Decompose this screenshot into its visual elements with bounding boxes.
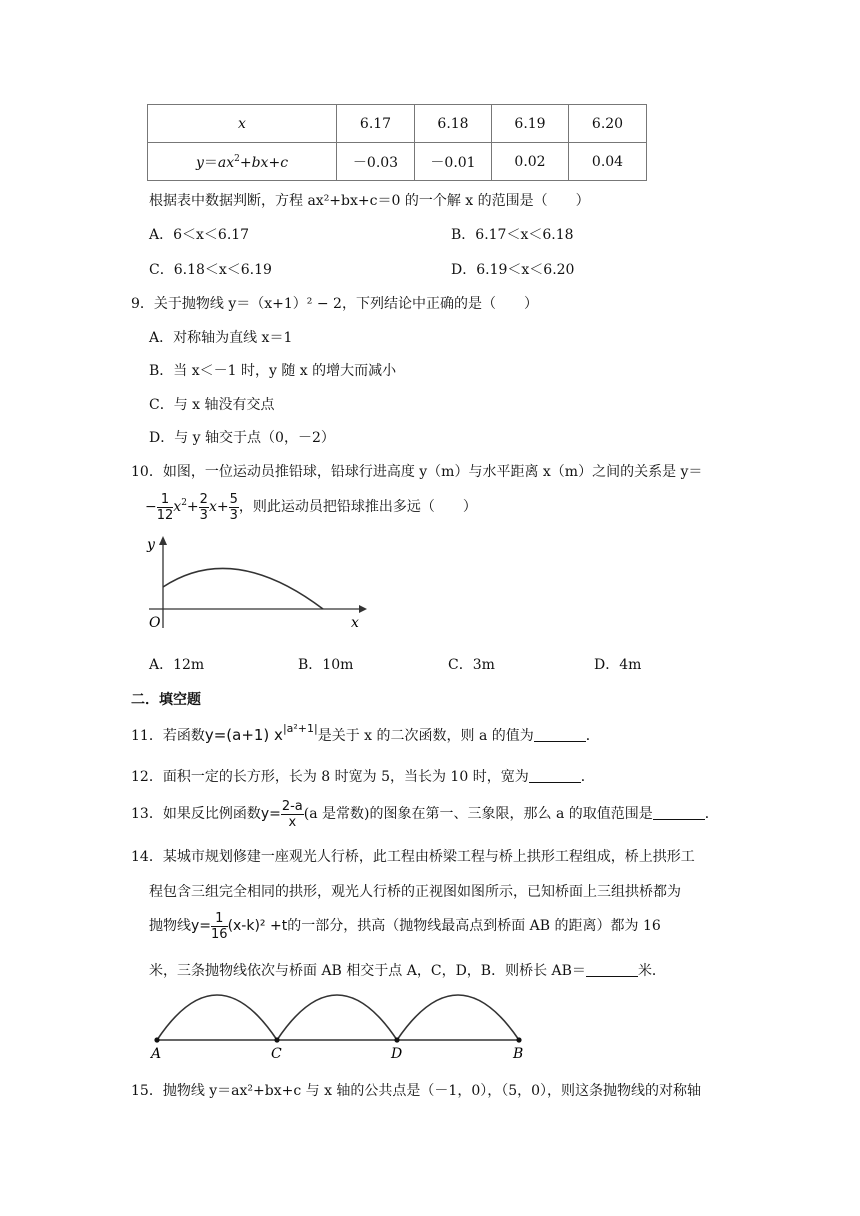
q13: 13．如果反比例函数y= $\frac{2-a}{x}$ (a 是常数)的图象在第一、三象限，那么 a 的取值范围是 ．: [131, 798, 719, 830]
table-cell: 6.19: [492, 105, 569, 143]
q12: 12．面积一定的长方形，长为 8 时宽为 5，当长为 10 时，宽为 ．: [131, 769, 595, 785]
q10-frac-2: $\frac{2}{3}$: [199, 491, 208, 523]
q10-stem-line2: − $\frac{1}{12}$ $x^2+$ $\frac{2}{3}$ x+ $\frac{5}{3}$ ，则此运动员把铅球推出多远（ ）: [145, 491, 477, 523]
q12-answer-blank[interactable]: [529, 770, 581, 783]
table-cell: 0.02: [492, 143, 569, 181]
section-title: 二．填空题: [131, 692, 201, 708]
q10-option-b[interactable]: B．10m: [298, 657, 354, 673]
point-c: [274, 1037, 279, 1042]
trajectory-curve: [163, 568, 323, 609]
q11: 11．若函数y=(a+1) $x^{|a^2+1|}$是关于 x 的二次函数，则 a 的值为 ．: [131, 722, 600, 744]
q13-fraction: $\frac{2-a}{x}$: [281, 798, 303, 830]
label-c: C: [271, 1046, 282, 1062]
table-cell: －0.03: [337, 143, 415, 181]
table-cell: 6.18: [415, 105, 492, 143]
q15-text: 15．抛物线 y＝ax²+bx+c 与 x 轴的公共点是（－1，0），（5，0），则这条抛物线的对称轴: [131, 1083, 702, 1099]
q14-answer-blank[interactable]: [586, 964, 638, 977]
q14-line4: 米，三条抛物线依次与桥面 AB 相交于点 A，C，D，B．则桥长 AB＝ 米．: [149, 963, 666, 979]
y-axis-label: y: [147, 537, 155, 553]
q11-answer-blank[interactable]: [534, 729, 586, 742]
q9-stem: 9．关于抛物线 y＝（x+1）² − 2，下列结论中正确的是（ ）: [131, 296, 538, 312]
q10-stem-line1: 10．如图，一位运动员推铅球，铅球行进高度 y（m）与水平距离 x（m）之间的关系是 y＝: [131, 464, 703, 480]
q13-answer-blank[interactable]: [653, 807, 705, 820]
point-a: [154, 1037, 159, 1042]
q10-option-c[interactable]: C．3m: [448, 657, 495, 673]
q14-line2: 程包含三组完全相同的拱形，观光人行桥的正视图如图所示，已知桥面上三组拱桥都为: [149, 884, 681, 900]
table-header-x: x: [148, 105, 337, 143]
q11-exponent: |a²+1|: [282, 722, 318, 735]
point-d: [394, 1037, 399, 1042]
q9-option-a[interactable]: A．对称轴为直线 x＝1: [149, 330, 293, 346]
table-row: [148, 143, 647, 181]
label-b: B: [513, 1046, 524, 1062]
q11-formula: y=(a+1) x: [204, 726, 283, 744]
label-a: A: [151, 1046, 162, 1062]
bridge-diagram: [145, 990, 535, 1064]
arch-3: [397, 995, 519, 1040]
x-axis-label: x: [351, 615, 359, 631]
q9-option-c[interactable]: C．与 x 轴没有交点: [149, 397, 275, 413]
table-row: [148, 105, 647, 143]
table-cell: 6.20: [569, 105, 647, 143]
q8-option-d[interactable]: D．6.19＜x＜6.20: [451, 262, 575, 278]
q8-stem: 根据表中数据判断，方程 ax²+bx+c＝0 的一个解 x 的范围是（ ）: [149, 193, 590, 209]
q9-option-d[interactable]: D．与 y 轴交于点（0，－2）: [149, 430, 335, 446]
point-b: [516, 1037, 521, 1042]
table-cell: －0.01: [415, 143, 492, 181]
arch-2: [277, 995, 397, 1040]
arch-1: [157, 995, 277, 1040]
table-cell: 6.17: [337, 105, 415, 143]
q10-frac-1: $\frac{1}{12}$: [156, 491, 174, 523]
q8-option-a[interactable]: A．6＜x＜6.17: [149, 227, 250, 243]
q14-line1: 14．某城市规划修建一座观光人行桥，此工程由桥梁工程与桥上拱形工程组成，桥上拱形工: [131, 849, 695, 865]
y-axis-arrow-icon: [159, 536, 167, 545]
label-d: D: [391, 1046, 403, 1062]
x-axis-arrow-icon: [359, 605, 367, 613]
q9-option-b[interactable]: B．当 x＜－1 时，y 随 x 的增大而减小: [149, 363, 397, 379]
q14-fraction: $\frac{1}{16}$: [211, 910, 228, 942]
q8-option-c[interactable]: C．6.18＜x＜6.19: [149, 262, 272, 278]
origin-label: O: [149, 615, 161, 631]
q10-frac-3: $\frac{5}{3}$: [229, 491, 238, 523]
q8-option-b[interactable]: B．6.17＜x＜6.18: [451, 227, 574, 243]
q10-option-d[interactable]: D．4m: [594, 657, 642, 673]
q14-line3: 抛物线y= $\frac{1}{16}$ (x-k)² +t的一部分，拱高（抛物线最高点到桥面 AB 的距离）都为 16: [149, 910, 661, 942]
table-cell: 0.04: [569, 143, 647, 181]
table-header-y: $y=ax^2+bx+c$: [148, 143, 337, 181]
q10-option-a[interactable]: A．12m: [149, 657, 205, 673]
shot-put-graph: [143, 533, 368, 633]
data-table: [147, 104, 647, 181]
